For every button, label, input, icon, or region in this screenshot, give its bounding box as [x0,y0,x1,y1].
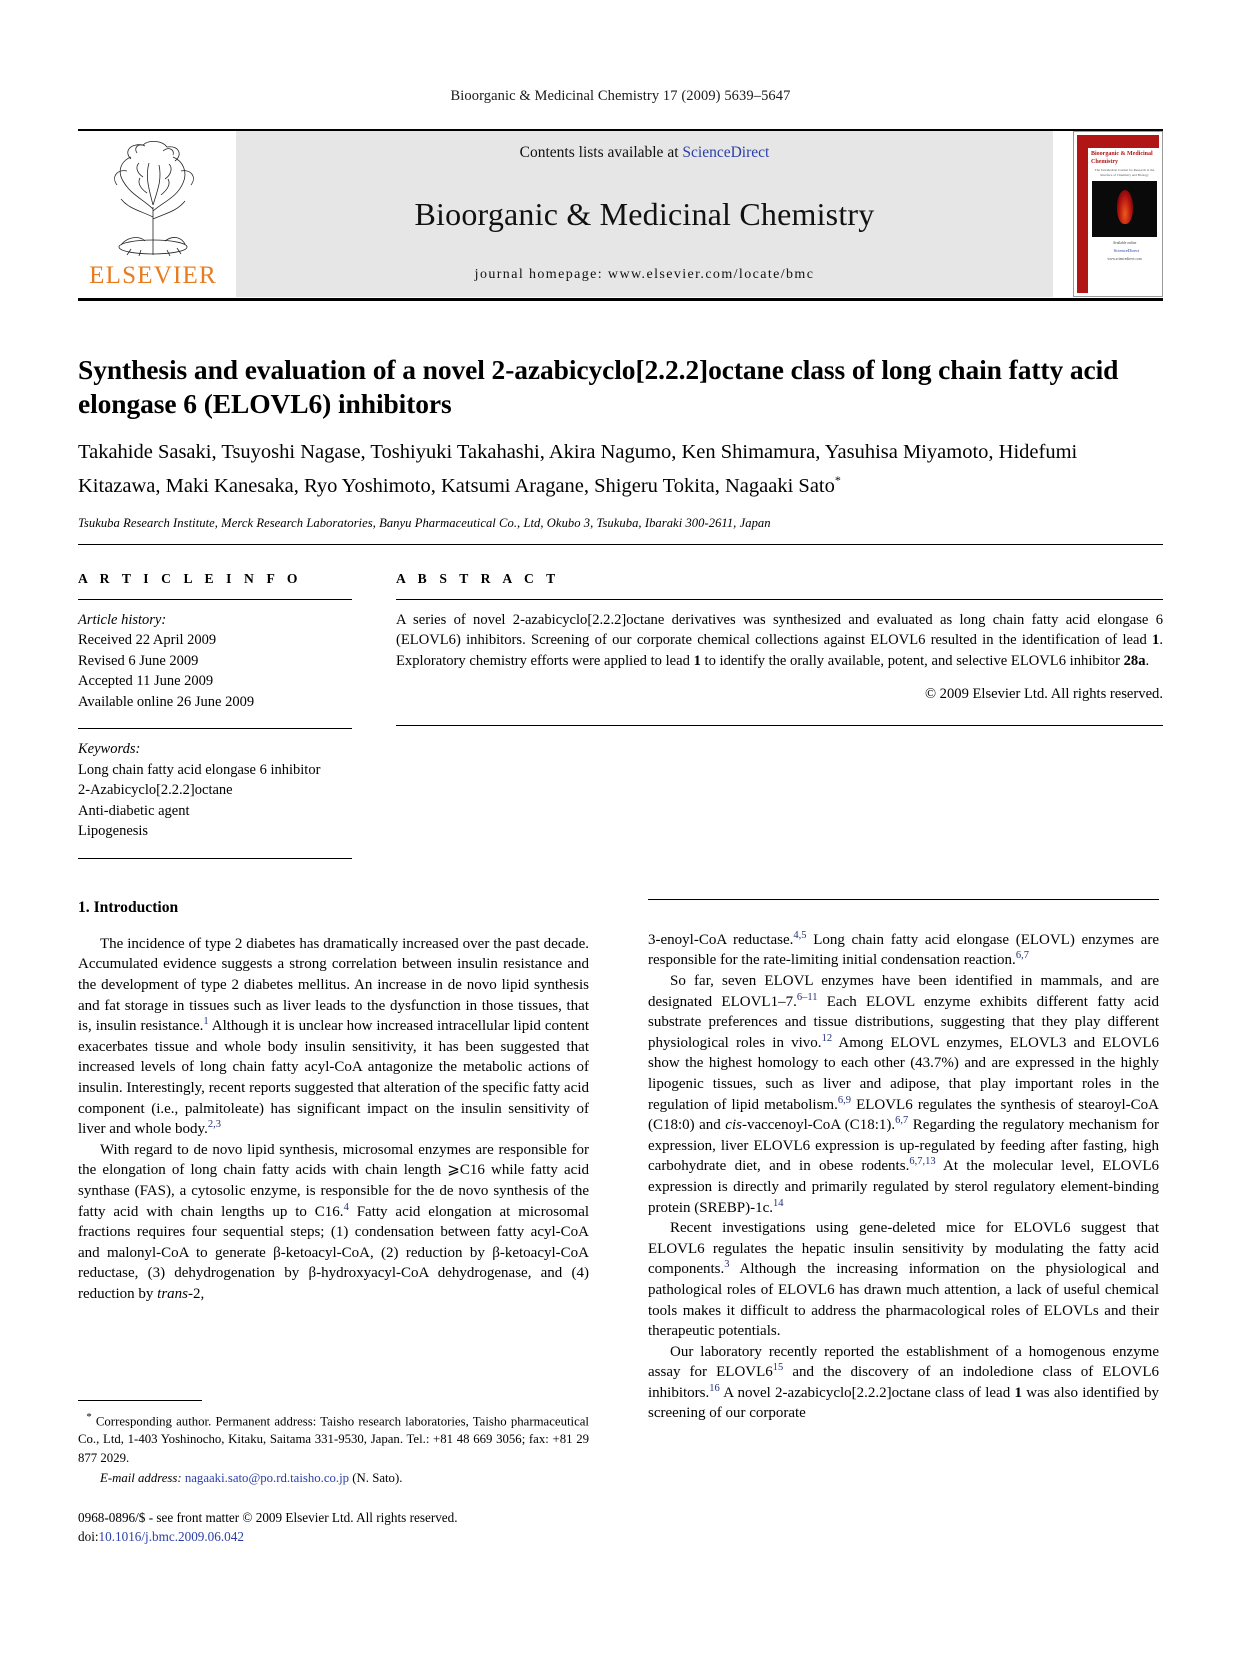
article-info-column [78,571,378,869]
reference-marker[interactable]: 4,5 [793,929,807,941]
para-text: The incidence of type 2 diabetes has dramatically increased over the past decade. Accumulated evidence suggests a strong correlation between insulin resistance and the development of type 2 diabetes mellitus. An increase in de novo lipid synthesis and fat storage in tissues such as liver leads to the dysfunction in those tissues, that is, insulin resistance. [78,935,589,1035]
para-text: Our laboratory recently reported the establishment of a homogenous enzyme assay for ELOVL6 [648,1343,1159,1381]
para-text: Long chain fatty acid elongase (ELOVL) enzymes are responsible for the rate-limiting initial condensation reaction. [648,931,1159,969]
para-text: Regarding the regulatory mechanism for expression, liver ELOVL6 expression is up-regulated by feeding after fasting, high carbohydrate diet, and in obese rodents. [648,1117,1159,1175]
cover-spine [1077,135,1088,293]
email-address-link[interactable]: nagaaki.sato@po.rd.taisho.co.jp [184,1470,350,1485]
latin-italic-cis: cis [725,1117,742,1134]
abstract-copyright: © 2009 Elsevier Ltd. All rights reserved. [924,686,1163,703]
abstract-rule-top [396,599,1163,600]
reference-marker[interactable]: 16 [709,1382,720,1394]
abstract-column [378,571,1163,869]
cover-url-text: www.sciencedirect.com [1107,257,1142,262]
corresponding-author-marker: * [834,473,841,487]
keyword-item: Long chain fatty acid elongase 6 inhibitor [78,761,321,778]
journal-banner [236,131,1053,297]
cover-sciencedirect-logo: ScienceDirect [1113,248,1140,254]
email-suffix: (N. Sato). [352,1470,403,1485]
para-text: Each ELOVL enzyme exhibits different fatty acid substrate preferences and tissue distributions, suggesting that they play different physiological roles in vivo. [648,993,1159,1051]
para-text: At the molecular level, ELOVL6 expression is directly and primarily regulated by sterol regulatory element-binding protein (SREBP)-1c. [648,1158,1159,1216]
elsevier-tree-icon [87,137,219,261]
email-footnote [78,1469,589,1487]
body-left-column [78,899,589,1424]
article-history-item: Revised 6 June 2009 [78,652,199,669]
journal-masthead [78,129,1163,297]
footnote-marker: * [86,1412,92,1423]
doi-line [78,1528,589,1547]
imprint-block [78,1509,589,1546]
article-info-heading: A R T I C L E I N F O [78,570,303,586]
para-text: was also identified by screening of our corporate [648,1384,1159,1422]
abstract-seg-4: . [1145,652,1150,669]
reference-marker[interactable]: 1 [203,1016,209,1028]
article-history-item: Available online 26 June 2009 [78,693,255,710]
info-and-abstract-region [78,571,1163,869]
journal-title: Bioorganic & Medicinal Chemistry [414,196,875,232]
section-heading-introduction: 1. Introduction [78,898,179,916]
article-info-rule-top [78,599,352,600]
body-paragraph [648,971,1159,1218]
body-paragraph [78,934,589,1140]
reference-marker[interactable]: 6–11 [796,991,818,1003]
journal-homepage-line[interactable]: journal homepage: www.elsevier.com/locate/bmc [474,267,815,282]
article-history-label: Article history: [78,611,167,628]
para-text-tail: 2, [193,1285,205,1302]
reference-marker[interactable]: 4 [343,1201,349,1213]
contents-prefix-text: Contents lists available at [519,144,683,161]
affiliation: Tsukuba Research Institute, Merck Research Laboratories, Banyu Pharmaceutical Co., Ltd, Okubo 3, Tsukuba, Ibaraki 300-2611, Japan [78,515,771,530]
abstract-text [396,610,1163,672]
abstract-seg-1: A series of novel 2-azabicyclo[2.2.2]octane derivatives was synthesized and evaluated as long chain fatty acid elongase 6 (ELOVL6) inhibitors. Screening of our corporate chemical collections against ELOVL6 resulted in the identification of lead [396,611,1163,649]
body-paragraph [648,1218,1159,1342]
keyword-item: 2-Azabicyclo[2.2.2]octane [78,782,233,799]
info-spacer-bottom [78,842,352,858]
para-text: With regard to de novo lipid synthesis, microsomal enzymes are responsible for the elongation of long chain fatty acids with chain length ⩾C16 while fatty acid synthase (FAS), a cytosolic enzyme, is responsible for the de novo synthesis of the fatty acid with chain lengths up to C16. [78,1141,589,1220]
keywords-label: Keywords: [78,741,141,758]
body-paragraph [78,1140,589,1305]
para-text: Among ELOVL enzymes, ELOVL3 and ELOVL6 show the highest homology to each other (43.7%) and are expressed in the highly lipogenic tissues, such as liver and adipose, that play important roles in the regulation of lipid metabolism. [648,1034,1159,1113]
abstract-seg-2: . Exploratory chemistry efforts were applied to lead [396,632,1163,669]
email-label: E-mail address: [100,1470,182,1485]
right-column-top-rule [648,899,1159,900]
reference-marker[interactable]: 6,7 [895,1115,909,1127]
para-text: Although the increasing information on the physiological and pathological roles of ELOVL6 has drawn much attention, a lack of useful chemical tools makes it difficult to address the pharmacological roles of ELOVLs and their therapeutic potentials. [648,1261,1159,1340]
elsevier-logo [78,131,228,297]
reference-marker[interactable]: 6,7,13 [909,1156,936,1168]
author-names: Takahide Sasaki, Tsuyoshi Nagase, Toshiyuki Takahashi, Akira Nagumo, Ken Shimamura, Yasuhisa Miyamoto, Hidefumi Kitazawa, Maki Kanesaka, Ryo Yoshimoto, Katsumi Aragane, Shigeru Tokita, Nagaaki Sato [78,441,1078,497]
doi-link[interactable]: 10.1016/j.bmc.2009.06.042 [98,1528,244,1544]
reference-marker[interactable]: 12 [821,1032,833,1044]
body-right-column [648,899,1159,1424]
abstract-seg-3: to identify the orally available, potent, and selective ELOVL6 inhibitor [700,652,1124,669]
latin-italic-trans: trans- [157,1285,193,1302]
para-text: A novel 2-azabicyclo[2.2.2]octane class of lead [719,1384,1015,1401]
para-text: -vaccenoyl-CoA (C18:1). [741,1117,896,1134]
reference-marker[interactable]: 14 [773,1197,784,1209]
para-text: and the discovery of an indoledione class of ELOVL6 inhibitors. [648,1364,1159,1401]
body-paragraph [648,1342,1159,1424]
reference-marker[interactable]: 15 [772,1362,784,1374]
footnote-rule [78,1400,202,1401]
reference-marker[interactable]: 3 [724,1259,730,1271]
reference-marker[interactable]: 2,3 [207,1119,221,1131]
body-two-column-region [78,899,1163,1424]
abstract-compound-3: 28a [1123,652,1146,669]
sciencedirect-link[interactable]: ScienceDirect [682,144,770,161]
abstract-compound-1: 1 [1152,632,1160,649]
para-text: ELOVL6 regulates the synthesis of stearoyl-CoA (C18:0) and [648,1096,1159,1134]
abstract-spacer [396,703,1163,725]
author-list [78,438,1163,500]
abstract-compound-2: 1 [693,652,701,669]
cover-subtitle-text: The Tetrahedron Journal for Research at the Interface of Chemistry and Biology [1094,168,1155,177]
corresponding-author-footnote [78,1409,589,1467]
para-text-cont: Although it is unclear how increased intracellular lipid content exacerbates tissue and whole body insulin sensitivity, it has been suggested that increased levels of long chain fatty acyl-CoA antagonize the metabolic actions of insulin. Interestingly, recent reports suggested that alteration of the specific fatty acid component (i.e., palmitoleate) has significant impact on the insulin sensitivity of liver and whole body. [78,1018,590,1138]
masthead-bottom-rule [78,298,1163,301]
cover-footer-text: Available online [1112,241,1137,246]
contents-lists-line [520,144,770,162]
footnote-region [78,1400,589,1546]
elsevier-wordmark: ELSEVIER [89,262,217,289]
para-text: 3-enoyl-CoA reductase. [648,931,794,948]
article-info-rule-mid [78,728,352,729]
running-head: Bioorganic & Medicinal Chemistry 17 (2009) 5639–5647 [450,88,791,104]
article-history-item: Accepted 11 June 2009 [78,673,214,690]
footnote-text: Corresponding author. Permanent address: Taisho research laboratories, Taisho pharmaceutical Co., Ltd, 1-403 Yoshinocho, Kitaku, Saitama 331-9530, Japan. Tel.: +81 48 669 3056; fax: +81 29 877 2029. [78,1414,589,1465]
reference-marker[interactable]: 6,9 [837,1094,851,1106]
keyword-item: Lipogenesis [78,823,149,840]
keyword-item: Anti-diabetic agent [78,802,190,819]
article-info-rule-bottom [78,858,352,859]
para-text: So far, seven ELOVL enzymes have been identified in mammals, and are designated ELOVL1–7. [648,973,1159,1010]
abstract-rule-bottom [396,725,1163,726]
cover-title-text: Bioorganic & Medicinal Chemistry [1091,151,1153,165]
para-text-cont: Fatty acid elongation at microsomal fractions requires four sequential steps; (1) condensation between fatty acyl-CoA and malonyl-CoA to generate β-ketoacyl-CoA, (2) reduction by β-ketoacyl-CoA reductase, (3) dehydrogenation by β-hydroxyacyl-CoA dehydrogenase, and (4) reduction by [78,1203,590,1302]
issn-copyright-line: 0968-0896/$ - see front matter © 2009 Elsevier Ltd. All rights reserved. [78,1510,458,1526]
affiliation-rule [78,544,1163,545]
cover-artwork-image [1092,181,1157,237]
body-paragraph [648,930,1159,971]
article-history-item: Received 22 April 2009 [78,632,217,649]
doi-label: doi: [78,1528,99,1544]
cover-top-band [1077,135,1159,148]
info-spacer [78,712,352,728]
para-text: Recent investigations using gene-deleted mice for ELOVL6 suggest that ELOVL6 regulates the hepatic insulin sensitivity by modulating the fatty acid components. [648,1220,1159,1278]
journal-cover-thumbnail [1073,131,1163,297]
page-title: Synthesis and evaluation of a novel 2-azabicyclo[2.2.2]octane class of long chain fatty acid elongase 6 (ELOVL6) inhibitors [78,354,1119,419]
compound-label: 1 [1014,1384,1022,1401]
abstract-heading: A B S T R A C T [396,570,560,586]
reference-marker[interactable]: 6,7 [1015,950,1029,962]
